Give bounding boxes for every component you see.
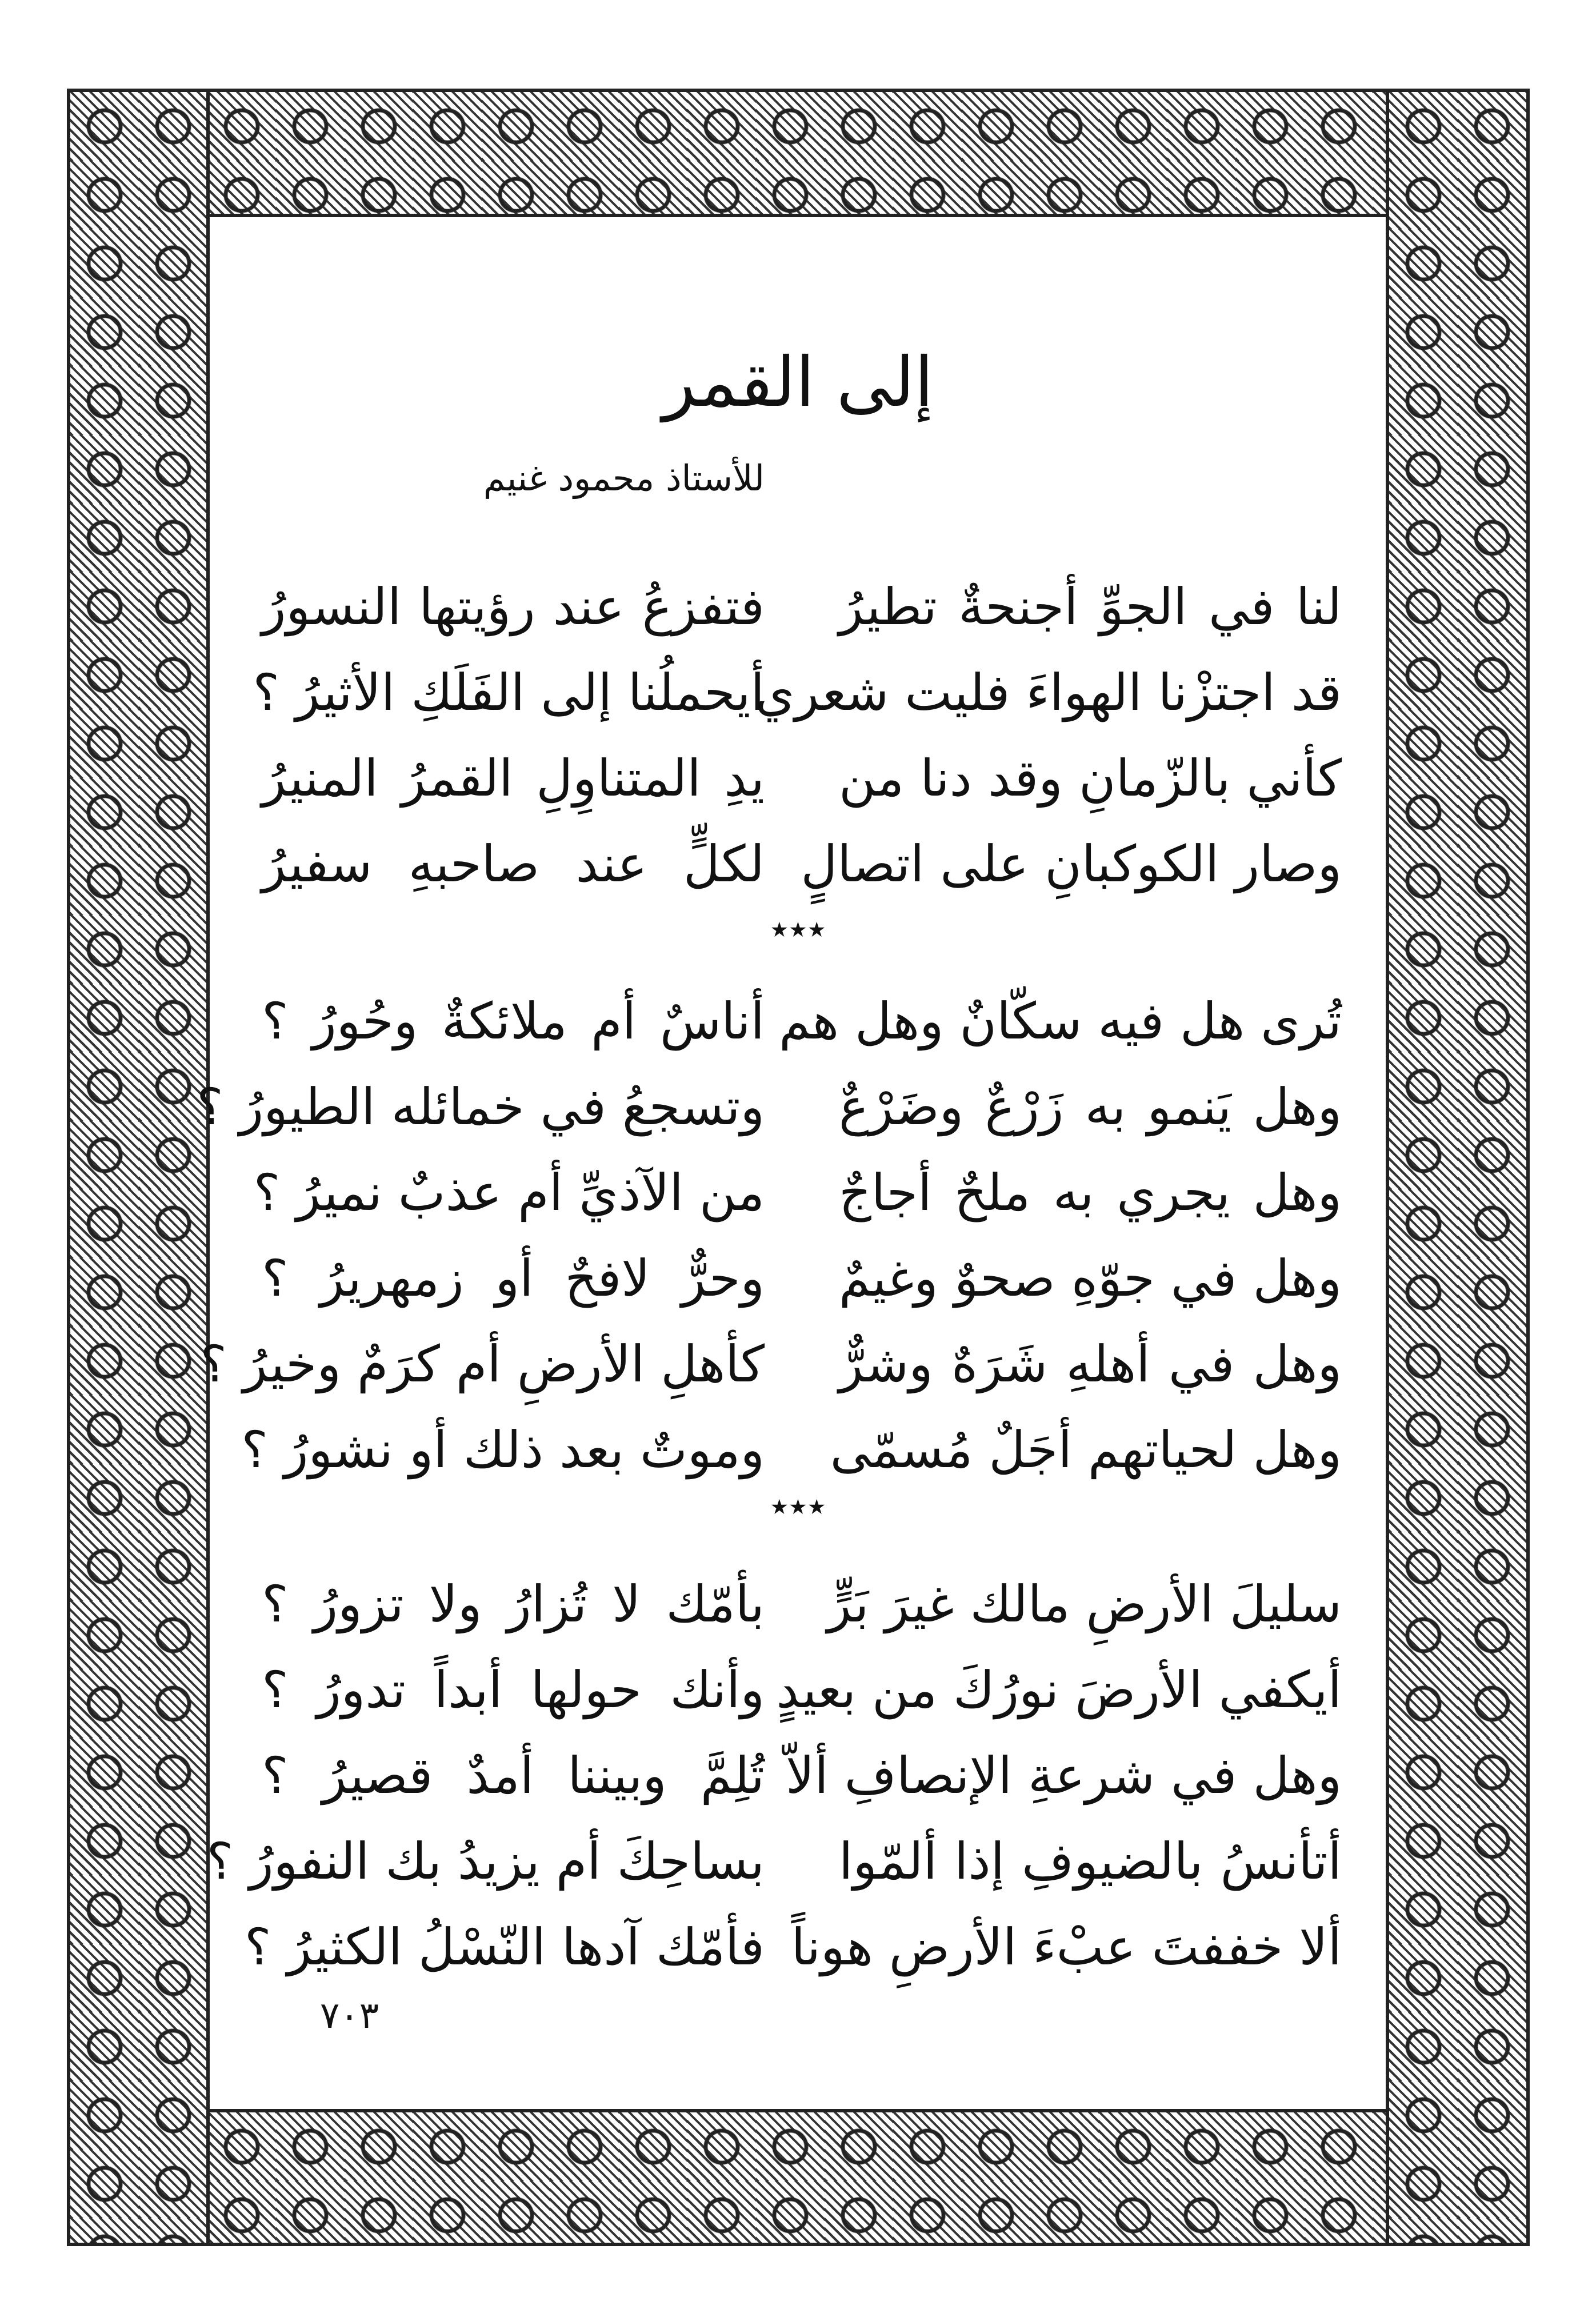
first-hemistich: تُرى هل فيه سكّانٌ وهل هم — [779, 992, 1342, 1050]
verse — [0, 1163, 1596, 1249]
verse — [0, 1832, 1596, 1917]
first-hemistich: أيكفي الأرضَ نورُكَ من بعيدٍ — [776, 1660, 1342, 1719]
verse — [0, 1746, 1596, 1832]
verse — [0, 1249, 1596, 1335]
page-number: ٧٠٣ — [320, 1995, 379, 2037]
poem-author: للأستاذ محمود غنيم — [483, 457, 765, 499]
second-hemistich: من الآذيِّ أم عذبٌ نميرُ ؟ — [253, 1163, 765, 1222]
second-hemistich: وموتٌ بعد ذلك أو نشورُ ؟ — [241, 1420, 765, 1479]
second-hemistich: بأمّك لا تُزارُ ولا تزورُ ؟ — [262, 1575, 765, 1633]
first-hemistich: وهل في أهلهِ شَرَهٌ وشرٌّ — [839, 1335, 1342, 1393]
verse — [0, 1917, 1596, 2003]
first-hemistich: وصار الكوكبانِ على اتصالٍ — [801, 834, 1342, 893]
second-hemistich: تُلِمَّ وبيننا أمدٌ قصيرُ ؟ — [262, 1746, 765, 1805]
first-hemistich: سليلَ الأرضِ مالك غيرَ بَرٍّ — [827, 1575, 1342, 1633]
verse — [0, 834, 1596, 920]
second-hemistich: بساحِكَ أم يزيدُ بك النفورُ ؟ — [206, 1832, 765, 1891]
first-hemistich: وهل في شرعةِ الإنصافِ ألاّ — [786, 1746, 1342, 1805]
stanza-separator: ٭٭٭ — [770, 1486, 826, 1526]
second-hemistich: وحرٌّ لافحٌ أو زمهريرُ ؟ — [262, 1249, 765, 1308]
verse — [0, 749, 1596, 834]
stanza-separator: ٭٭٭ — [770, 909, 826, 949]
second-hemistich: لكلٍّ عند صاحبهِ سفيرُ — [262, 834, 765, 893]
verse — [0, 1660, 1596, 1746]
second-hemistich: كأهلِ الأرضِ أم كرَمٌ وخيرُ ؟ — [200, 1335, 765, 1393]
poem-title: إلى القمر — [662, 343, 934, 422]
ornamental-border-top — [67, 89, 1530, 217]
second-hemistich: فأمّك آدها النّسْلُ الكثيرُ ؟ — [244, 1917, 765, 1976]
verse — [0, 992, 1596, 1077]
second-hemistich: يدِ المتناوِلِ القمرُ المنيرُ — [262, 749, 765, 808]
first-hemistich: وهل في جوّهِ صحوٌ وغيمٌ — [839, 1249, 1342, 1308]
second-hemistich: وتسجعُ في خمائله الطيورُ ؟ — [197, 1077, 765, 1136]
first-hemistich: وهل يجري به ملحٌ أجاجٌ — [839, 1163, 1342, 1222]
verse — [0, 663, 1596, 749]
verse — [0, 1575, 1596, 1660]
verse — [0, 1077, 1596, 1163]
second-hemistich: وأنك حولها أبداً تدورُ ؟ — [262, 1660, 765, 1719]
first-hemistich: أتأنسُ بالضيوفِ إذا ألمّوا — [839, 1832, 1342, 1891]
ornamental-border-bottom — [67, 2109, 1530, 2246]
second-hemistich: فتفزعُ عند رؤيتها النسورُ — [262, 577, 765, 636]
first-hemistich: قد اجتزْنا الهواءَ فليت شعري — [755, 663, 1342, 722]
verse — [0, 1335, 1596, 1420]
first-hemistich: ألا خففتَ عبْءَ الأرضِ هوناً — [791, 1917, 1342, 1976]
second-hemistich: أيحملُنا إلى الفَلَكِ الأثيرُ ؟ — [253, 663, 765, 722]
first-hemistich: لنا في الجوِّ أجنحةٌ تطيرُ — [839, 577, 1342, 636]
first-hemistich: وهل يَنمو به زَرْعٌ وضَرْعٌ — [839, 1077, 1342, 1136]
first-hemistich: وهل لحياتهم أجَلٌ مُسمّى — [830, 1420, 1342, 1479]
second-hemistich: أناسٌ أم ملائكةٌ وحُورُ ؟ — [262, 992, 765, 1050]
first-hemistich: كأني بالزّمانِ وقد دنا من — [839, 749, 1342, 808]
verse — [0, 577, 1596, 663]
